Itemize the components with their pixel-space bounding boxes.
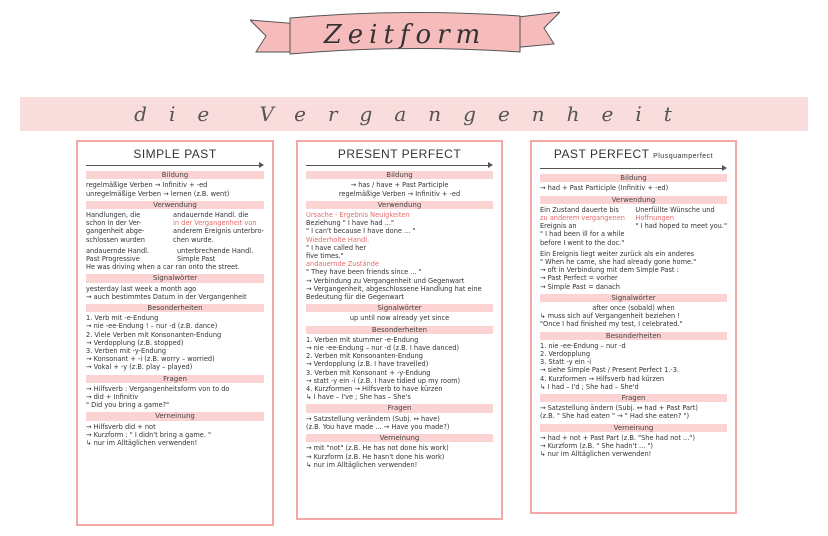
text-line: → had + not + Past Part (z.B. "She had not ...") xyxy=(540,433,695,442)
text-line: → had + Past Participle (Infinitiv + -ed) xyxy=(540,184,669,193)
text-line: → Kurzform (z.B. He hasn't done his work) xyxy=(306,452,445,461)
text-line: schlossen wurden xyxy=(86,235,145,244)
card-heading: PRESENT PERFECT xyxy=(337,147,462,161)
example-line: He was driving when a car ran onto the street. xyxy=(86,263,240,272)
text-line: → Vergangenheit, abgeschlossene Handlung hat eine xyxy=(306,284,482,293)
section-verneinung: Verneinung xyxy=(306,434,493,442)
text-line: andauernde Handl. die xyxy=(173,211,249,220)
text-line: Handlungen, die xyxy=(86,211,141,220)
text-line: Hoffnungen xyxy=(635,214,674,223)
text-line: Past Progressive xyxy=(86,255,140,264)
text-line: unregelmäßige Verben → lernen (z.B. went) xyxy=(86,189,230,198)
text-line: → Satzstellung verändern (Subj. ↔ have) xyxy=(306,414,440,423)
text-line: (z.B. " She had eaten " → " Had she eaten? ") xyxy=(540,412,690,421)
text-line: in der Vergangenheit von xyxy=(173,219,257,228)
text-line: anderem Ereignis unterbro- xyxy=(173,227,264,236)
text-line: regelmäßige Verben → Infinitiv + -ed xyxy=(338,189,461,198)
text-line: schon in der Ver- xyxy=(86,219,142,228)
text-line: 2. Verben mit Konsonanten-Endung xyxy=(306,352,423,361)
text-line: andauernde Handl. xyxy=(86,246,150,255)
text-line: Wiederholte Handl. xyxy=(306,235,370,244)
text-line: → Past Perfect = vorher xyxy=(540,274,618,283)
section-bildung: Bildung xyxy=(540,174,727,182)
text-line: → has / have + Past Participle xyxy=(350,181,449,190)
text-line: before I went to the doc." xyxy=(540,238,625,247)
text-line: (z.B. You have made ... → Have you made?) xyxy=(306,422,450,431)
section-verneinung: Verneinung xyxy=(540,424,727,432)
text-line: 1. Verben mit stummer -e-Endung xyxy=(306,335,419,344)
text-line: → did + Infinitiv xyxy=(86,393,139,402)
text-line: → Vokal + -y (z.B. play – played) xyxy=(86,363,193,372)
text-line: 1. nie -ee-Endung – nur -d xyxy=(540,341,626,350)
text-line: ↳ I have – I've ; She has – She's xyxy=(306,393,411,402)
text-line: → Kurzform (z.B. " She hadn't ... ") xyxy=(540,442,653,451)
text-line: ↳ nur im Alltäglichen verwenden! xyxy=(540,450,652,459)
text-line: → Simple Past = danach xyxy=(540,282,620,291)
text-line: → Kurzform : " I didn't bring a game. " xyxy=(86,430,212,439)
text-line: Ursache - Ergebnis Neuigkeiten xyxy=(306,211,410,220)
section-bildung: Bildung xyxy=(86,171,264,179)
text-line: Bedeutung für die Gegenwart xyxy=(306,293,405,302)
card-heading-sub: Plusquamperfect xyxy=(653,153,714,160)
text-line: → Verdopplung (z.B. I have travelled) xyxy=(306,360,429,369)
text-line: " I had hoped to meet you." xyxy=(635,222,727,231)
text-line: 2. Verdopplung xyxy=(540,350,591,359)
text-line: chen wurde. xyxy=(173,235,214,244)
section-verneinung: Verneinung xyxy=(86,412,264,420)
section-verwendung: Verwendung xyxy=(540,196,727,204)
section-besonderheiten: Besonderheiten xyxy=(540,332,727,340)
text-line: " I had been ill for a while xyxy=(540,230,625,239)
timeline-arrow xyxy=(86,162,264,168)
card-heading: SIMPLE PAST xyxy=(133,147,217,161)
text-line: → oft in Verbindung mit dem Simple Past : xyxy=(540,266,679,275)
text-line: ↳ nur im Alltäglichen verwenden! xyxy=(306,460,418,469)
text-line: Unerfüllte Wünsche und xyxy=(635,205,715,214)
timeline-arrow xyxy=(540,165,727,171)
timeline-arrow xyxy=(306,162,493,168)
text-line: → Satzstellung ändern (Subj. ↔ had + Past Part) xyxy=(540,404,698,413)
section-besonderheiten: Besonderheiten xyxy=(86,304,264,312)
text-line: → auch bestimmtes Datum in der Vergangenheit xyxy=(86,292,247,301)
text-line: five times." xyxy=(306,252,344,261)
text-line: 3. Verben mit -y-Endung xyxy=(86,347,167,356)
text-line: → Hilfsverb : Vergangenheitsform von to do xyxy=(86,384,230,393)
card-heading xyxy=(540,147,727,161)
text-line: → Konsonant + -i (z.B. worry – worried) xyxy=(86,355,215,364)
section-fragen: Fragen xyxy=(306,404,493,412)
text-line: "Once I had finished my test, I celebrated." xyxy=(540,320,683,329)
text-line: → Hilfsverb did + not xyxy=(86,422,156,431)
text-line: " I can't because I have done ... " xyxy=(306,227,416,236)
text-line: after once (sobald) when xyxy=(592,304,675,313)
text-line: 2. Viele Verben mit Konsonanten-Endung xyxy=(86,330,222,339)
text-line: Beziehung " I have had ..." xyxy=(306,219,395,228)
text-line: unterbrechende Handl. xyxy=(177,246,254,255)
text-line: ↳ nur im Alltäglichen verwenden! xyxy=(86,439,198,448)
page-title: Zeitform xyxy=(323,20,487,50)
text-line: zu anderem vergangenen xyxy=(540,214,625,223)
text-line: 1. Verb mit -e-Endung xyxy=(86,314,159,323)
card-present-perfect xyxy=(296,140,503,520)
text-line: 4. Kurzformen → Hilfsverb to have kürzen xyxy=(306,385,443,394)
text-line: → nie -ee-Endung ! – nur -d (z.B. dance) xyxy=(86,322,218,331)
text-line: → Verdopplung (z.B. stopped) xyxy=(86,338,184,347)
text-line: → mit "not" (z.B. He has not done his work) xyxy=(306,444,449,453)
section-verwendung: Verwendung xyxy=(86,201,264,209)
section-verwendung: Verwendung xyxy=(306,201,493,209)
text-line: up until now already yet since xyxy=(349,314,450,323)
section-signal: Signalwörter xyxy=(540,294,727,302)
text-line: → siehe Simple Past / Present Perfect 1.-3. xyxy=(540,366,680,375)
page-subtitle: die Vergangenheit xyxy=(134,102,694,126)
text-line: " I have called her xyxy=(306,243,367,252)
text-line: andauernde Zustände xyxy=(306,260,379,269)
text-line: Ereignis an xyxy=(540,222,577,231)
text-line: → statt -y ein -i (z.B. I have tidied up my room) xyxy=(306,376,461,385)
section-signal: Signalwörter xyxy=(86,274,264,282)
card-heading-main: PAST PERFECT xyxy=(553,147,650,161)
section-besonderheiten: Besonderheiten xyxy=(306,326,493,334)
text-line: 3. Statt -y ein -i xyxy=(540,358,592,367)
text-line: " Did you bring a game?" xyxy=(86,401,170,410)
card-past-perfect xyxy=(530,140,737,514)
text-line: 3. Verben mit Konsonant + -y-Endung xyxy=(306,368,431,377)
text-line: 4. Kurzformen → Hilfsverb had kürzen xyxy=(540,374,665,383)
text-line: Ein Zustand dauerte bis xyxy=(540,205,619,214)
text-line: Ein Ereignis liegt weiter zurück als ein anderes xyxy=(540,249,695,258)
section-fragen: Fragen xyxy=(86,375,264,383)
text-line: " They have been friends since ... " xyxy=(306,268,422,277)
text-line: ↳ I had – I'd ; She had – She'd xyxy=(540,382,639,391)
text-line: → Verbindung zu Vergangenheit und Gegenwart xyxy=(306,276,465,285)
section-fragen: Fragen xyxy=(540,394,727,402)
text-line: gangenheit abge- xyxy=(86,227,145,236)
section-bildung: Bildung xyxy=(306,171,493,179)
text-line: ↳ muss sich auf Vergangenheit beziehen ! xyxy=(540,312,680,321)
card-simple-past xyxy=(76,140,274,526)
text-line: → nie -ee-Endung – nur -d (z.B. I have danced) xyxy=(306,344,460,353)
text-line: Simple Past xyxy=(177,255,216,264)
section-signal: Signalwörter xyxy=(306,304,493,312)
text-line: " When he came, she had already gone home." xyxy=(540,258,697,267)
text-line: yesterday last week a month ago xyxy=(86,284,197,293)
text-line: regelmäßige Verben → Infinitiv + -ed xyxy=(86,181,208,190)
